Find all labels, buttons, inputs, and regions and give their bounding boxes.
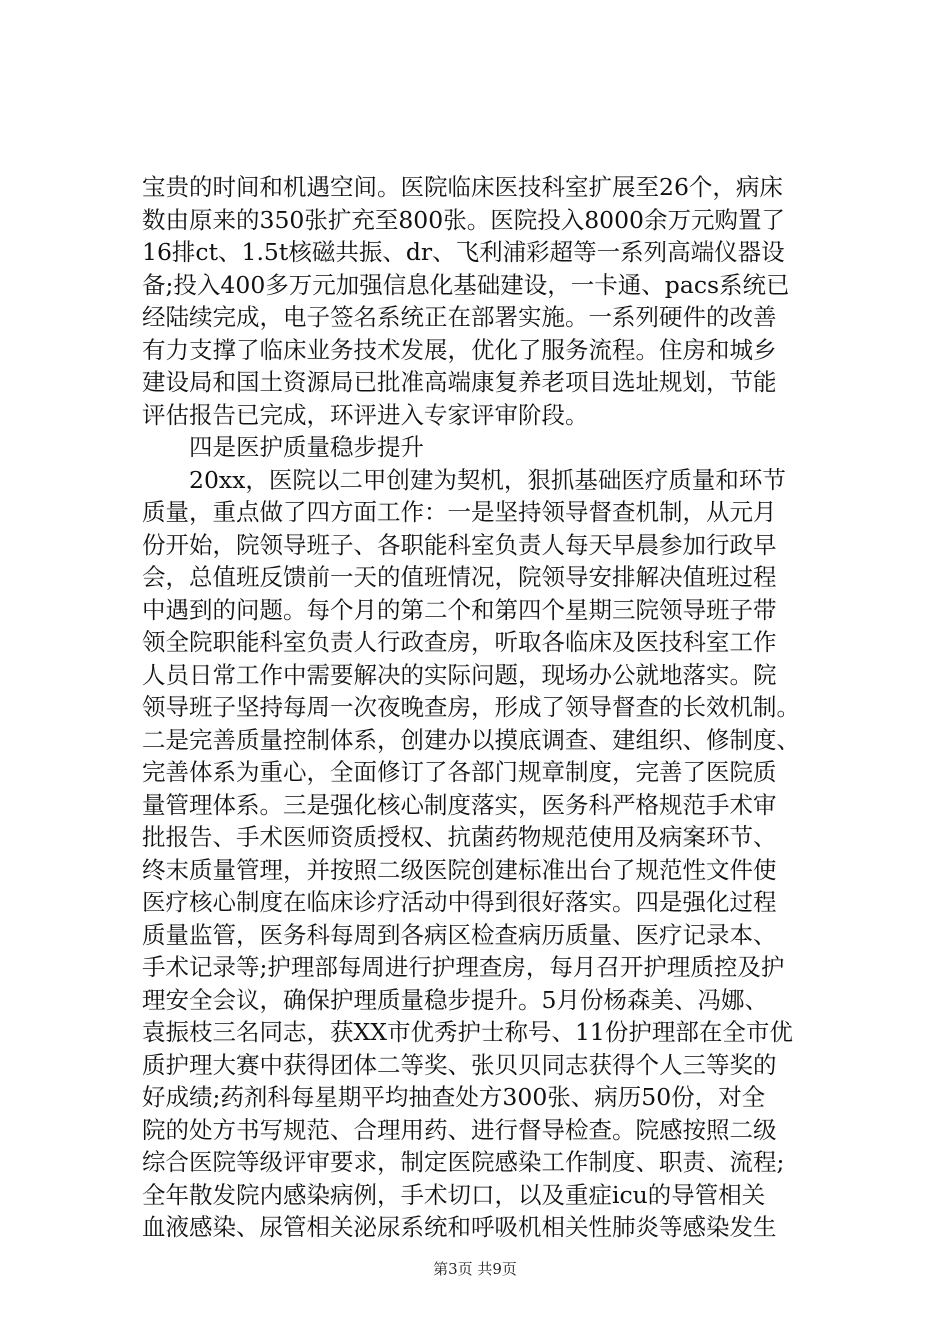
- text-line: 四是医护质量稳步提升: [142, 433, 424, 461]
- text-line: 量管理体系。三是强化核心制度落实，医务科严格规范手术审: [142, 790, 777, 819]
- text-line: 有力支撑了临床业务技术发展，优化了服务流程。住房和城乡: [142, 335, 777, 364]
- text-line: 完善体系为重心，全面修订了各部门规章制度，完善了医院质: [142, 758, 777, 786]
- text-line: 质护理大赛中获得团体二等奖、张贝贝同志获得个人三等奖的: [142, 1050, 777, 1079]
- page-footer: 第3页 共9页: [433, 1260, 517, 1278]
- text-line: 份开始，院领导班子、各职能科室负责人每天早晨参加行政早: [142, 530, 777, 559]
- text-line: 质量监管，医务科每周到各病区检查病历质量、医疗记录本、: [142, 920, 777, 949]
- text-line: 院的处方书写规范、合理用药、进行督导检查。院感按照二级: [142, 1115, 777, 1144]
- text-line: 综合医院等级评审要求，制定医院感染工作制度、职责、流程;: [142, 1148, 785, 1176]
- text-line: 血液感染、尿管相关泌尿系统和呼吸机相关性肺炎等感染发生: [142, 1213, 777, 1241]
- text-line: 会，总值班反馈前一天的值班情况，院领导安排解决值班过程: [142, 563, 777, 591]
- text-line: 批报告、手术医师资质授权、抗菌药物规范使用及病案环节、: [142, 823, 777, 851]
- text-line: 16排ct、1.5t核磁共振、dr、飞利浦彩超等一系列高端仪器设: [142, 238, 785, 266]
- text-line: 20xx，医院以二甲创建为契机，狠抓基础医疗质量和环节: [142, 465, 786, 494]
- text-line: 袁振枝三名同志，获XX市优秀护士称号、11份护理部在全市优: [142, 1018, 793, 1046]
- text-line: 领导班子坚持每周一次夜晚查房，形成了领导督查的长效机制。: [142, 693, 800, 721]
- text-line: 数由原来的350张扩充至800张。医院投入8000余万元购置了: [142, 205, 786, 234]
- text-line: 中遇到的问题。每个月的第二个和第四个星期三院领导班子带: [142, 595, 777, 624]
- text-line: 手术记录等;护理部每周进行护理查房，每月召开护理质控及护: [142, 953, 785, 981]
- text-line: 全年散发院内感染病例，手术切口，以及重症icu的导管相关: [142, 1180, 766, 1209]
- text-line: 领全院职能科室负责人行政查房，听取各临床及医技科室工作: [142, 628, 777, 656]
- text-line: 质量，重点做了四方面工作：一是坚持领导督查机制，从元月: [142, 498, 777, 526]
- text-line: 评估报告已完成，环评进入专家评审阶段。: [142, 400, 589, 429]
- text-line: 经陆续完成，电子签名系统正在部署实施。一系列硬件的改善: [142, 303, 777, 331]
- text-line: 医疗核心制度在临床诊疗活动中得到很好落实。四是强化过程: [142, 888, 777, 916]
- text-line: 备;投入400多万元加强信息化基础建设，一卡通、pacs系统已: [142, 270, 790, 299]
- text-line: 建设局和国土资源局已批准高端康复养老项目选址规划，节能: [142, 368, 777, 396]
- text-line: 好成绩;药剂科每星期平均抽查处方300张、病历50份，对全: [142, 1083, 766, 1111]
- text-line: 二是完善质量控制体系，创建办以摸底调查、建组织、修制度、: [142, 725, 800, 754]
- text-line: 人员日常工作中需要解决的实际问题，现场办公就地落实。院: [142, 660, 777, 689]
- body-text: [142, 171, 862, 1244]
- text-line: 宝贵的时间和机遇空间。医院临床医技科室扩展至26个，病床: [142, 173, 783, 201]
- text-line: 理安全会议，确保护理质量稳步提升。5月份杨森美、冯娜、: [142, 985, 768, 1014]
- text-line: 终末质量管理，并按照二级医院创建标准出台了规范性文件使: [142, 855, 777, 884]
